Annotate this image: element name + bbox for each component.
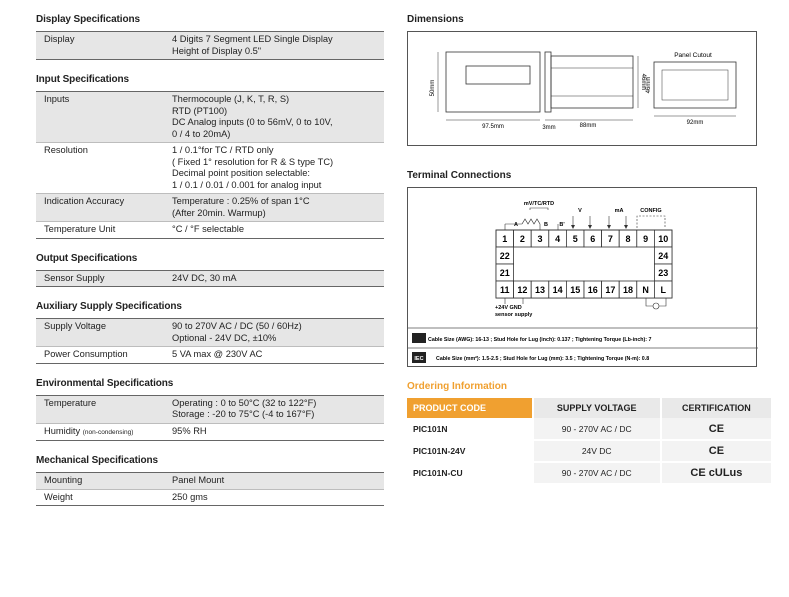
config-label: CONFIG bbox=[640, 208, 662, 214]
spec-label bbox=[36, 426, 172, 439]
spec-value-line: Height of Display 0.5" bbox=[172, 45, 262, 56]
terminal-number: L bbox=[660, 285, 666, 295]
sensor-supply-terminals: +24V GND bbox=[495, 305, 522, 311]
spec-label-text: Humidity bbox=[44, 425, 81, 436]
spec-value-line: 5 VA max @ 230V AC bbox=[172, 349, 263, 359]
spec-value-line: 1 / 0.1°for TC / RTD only bbox=[172, 145, 274, 155]
spec-label bbox=[36, 224, 172, 236]
environmental-spec-table bbox=[36, 395, 384, 442]
header-certification: CERTIFICATION bbox=[661, 398, 772, 418]
spec-row bbox=[36, 347, 384, 363]
spec-label-text: Power Consumption bbox=[44, 349, 128, 359]
spec-label bbox=[36, 398, 172, 421]
ul-logo-icon bbox=[412, 333, 426, 343]
terminal-number: 22 bbox=[499, 251, 510, 261]
spec-label-text: Mounting bbox=[44, 475, 83, 485]
dimensions-drawing bbox=[408, 32, 758, 147]
terminal-drawing bbox=[408, 188, 758, 368]
spec-label-note: (non-condensing) bbox=[82, 428, 134, 436]
input-section-title: Input Specifications bbox=[36, 74, 130, 85]
spec-label bbox=[36, 145, 172, 191]
side-depth-a-label: 3mm bbox=[542, 125, 556, 131]
spec-row bbox=[36, 473, 384, 490]
terminal-number: 10 bbox=[658, 234, 669, 244]
spec-value-line: Temperature : 0.25% of span 1°C bbox=[172, 196, 310, 206]
header-supply-voltage: SUPPLY VOLTAGE bbox=[533, 398, 661, 418]
spec-value-line: 0 / 4 to 20mA) bbox=[172, 128, 231, 139]
terminal-number: 13 bbox=[534, 285, 546, 295]
terminal-number: 15 bbox=[570, 285, 581, 295]
spec-row bbox=[36, 271, 384, 287]
config-link bbox=[637, 216, 665, 228]
dimensions-title: Dimensions bbox=[407, 14, 464, 25]
spec-value bbox=[172, 321, 384, 344]
spec-row bbox=[36, 319, 384, 347]
supply-voltage: 90 - 270V AC / DC bbox=[533, 418, 661, 440]
spec-value bbox=[172, 94, 384, 140]
spec-label bbox=[36, 34, 172, 57]
spec-label-text: Temperature bbox=[44, 397, 97, 408]
spec-value bbox=[172, 224, 384, 236]
spec-value-line: °C / °F selectable bbox=[172, 224, 245, 234]
spec-value bbox=[172, 426, 384, 439]
spec-value-line: ( Fixed 1° resolution for R & S type TC) bbox=[172, 156, 334, 167]
spec-value-line: 250 gms bbox=[172, 491, 208, 502]
table-row bbox=[407, 440, 772, 462]
terminal-number: 8 bbox=[625, 234, 631, 244]
spec-value-line: RTD (PT100) bbox=[172, 105, 228, 116]
spec-value-line: (After 20min. Warmup) bbox=[172, 207, 266, 218]
voltage-plus-arrow bbox=[571, 225, 575, 229]
spec-label bbox=[36, 273, 172, 285]
terminal-number: 14 bbox=[552, 285, 563, 295]
spec-value-line: Decimal point position selectable: bbox=[172, 168, 310, 178]
product-code: PIC101N-CU bbox=[407, 462, 533, 484]
voltage-input-label: V bbox=[578, 208, 582, 214]
spec-row bbox=[36, 143, 384, 194]
iec-badge-text: IEC bbox=[414, 356, 424, 362]
front-height-label: 50mm bbox=[430, 79, 436, 97]
auxiliary-spec-table bbox=[36, 318, 384, 364]
cutout-height-label: 46mm bbox=[646, 76, 652, 94]
spec-label-text: Display bbox=[44, 34, 75, 44]
sensor-supply-label: sensor supply bbox=[495, 312, 533, 318]
current-plus-arrow bbox=[607, 225, 611, 229]
certification: CE cULus bbox=[661, 462, 772, 484]
spec-label-text: Indication Accuracy bbox=[44, 196, 125, 206]
iec-cable-note: Cable Size (mm²): 1.5-2.5 ; Stud Hole for Lug (mm): 3.5 ; Tightening Torque (N-m): 0.8 bbox=[436, 356, 650, 362]
environmental-section-title: Environmental Specifications bbox=[36, 377, 174, 389]
terminal-number: 21 bbox=[499, 268, 510, 278]
side-height-label: 46mm bbox=[640, 73, 646, 91]
mechanical-section-title: Mechanical Specifications bbox=[36, 455, 158, 466]
table-row bbox=[407, 462, 772, 484]
spec-value-line: Thermocouple (J, K, T, R, S) bbox=[172, 94, 290, 104]
terminal-number: 7 bbox=[607, 234, 613, 244]
input-spec-table bbox=[36, 91, 384, 239]
spec-value-line: 95% RH bbox=[172, 425, 207, 436]
spec-row bbox=[36, 92, 384, 143]
spec-row bbox=[36, 32, 384, 59]
mechanical-spec-table bbox=[36, 472, 384, 506]
spec-label-text: Inputs bbox=[44, 94, 70, 104]
input-type-label: mV/TC/RTD bbox=[523, 201, 555, 207]
spec-value-line: Operating : 0 to 50°C (32 to 122°F) bbox=[172, 397, 317, 408]
terminal-number: 16 bbox=[587, 285, 598, 295]
spec-label bbox=[36, 196, 172, 219]
spec-value-line: 4 Digits 7 Segment LED Single Display bbox=[172, 34, 333, 44]
auxiliary-section-title: Auxiliary Supply Specifications bbox=[36, 301, 182, 312]
spec-row bbox=[36, 424, 384, 441]
ul-cable-note: Cable Size (AWG): 16-13 ; Stud Hole for Lug (inch): 0.137 ; Tightening Torque (Lb-inch): 7 bbox=[428, 337, 652, 343]
rtd-bracket bbox=[530, 208, 548, 210]
terminal-number: 24 bbox=[658, 251, 669, 261]
spec-value bbox=[172, 492, 384, 504]
spec-value-line: 1 / 0.1 / 0.01 / 0.001 for analog input bbox=[172, 179, 322, 190]
display-spec-table bbox=[36, 31, 384, 60]
supply-symbol-icon bbox=[653, 303, 659, 309]
spec-value bbox=[172, 398, 384, 421]
display-section-title: Display Specifications bbox=[36, 14, 140, 25]
terminal-number: 11 bbox=[500, 285, 510, 295]
terminal-number: 17 bbox=[605, 285, 616, 295]
output-spec-table bbox=[36, 270, 384, 288]
spec-value-line: Panel Mount bbox=[172, 475, 225, 485]
cutout-width-label: 92mm bbox=[686, 120, 704, 126]
spec-label-text: Sensor Supply bbox=[44, 272, 105, 283]
front-width-label: 97.5mm bbox=[482, 124, 504, 130]
ordering-title: Ordering Information bbox=[407, 381, 507, 392]
spec-row bbox=[36, 222, 384, 238]
spec-value bbox=[172, 475, 384, 487]
rtd-resistor bbox=[522, 219, 540, 224]
product-code: PIC101N bbox=[407, 418, 533, 440]
spec-row bbox=[36, 396, 384, 424]
spec-value bbox=[172, 273, 384, 285]
certification: CE bbox=[661, 418, 772, 440]
terminal-number: 1 bbox=[502, 234, 508, 244]
supply-voltage: 24V DC bbox=[533, 440, 661, 462]
product-code: PIC101N-24V bbox=[407, 440, 533, 462]
certification: CE bbox=[661, 440, 772, 462]
terminal-number: 23 bbox=[658, 268, 669, 278]
spec-value-line: DC Analog inputs (0 to 56mV, 0 to 10V, bbox=[172, 117, 333, 127]
spec-label-text: Weight bbox=[44, 491, 73, 502]
terminal-number: 3 bbox=[537, 234, 543, 244]
spec-value bbox=[172, 349, 384, 361]
spec-label bbox=[36, 94, 172, 140]
header-product-code: PRODUCT CODE bbox=[407, 398, 533, 418]
specifications-column bbox=[36, 14, 384, 520]
terminal-number: 18 bbox=[622, 285, 634, 295]
terminal-number: N bbox=[642, 285, 649, 295]
spec-value-line: Optional - 24V DC, ±10% bbox=[172, 332, 277, 343]
rtd-b2-label: B' bbox=[559, 222, 565, 228]
terminal-diagram bbox=[407, 187, 757, 367]
diagrams-column bbox=[407, 14, 775, 485]
rtd-b-label: B bbox=[544, 222, 548, 228]
dimensions-diagram bbox=[407, 31, 757, 146]
terminal-number: 6 bbox=[590, 234, 596, 244]
terminal-number: 12 bbox=[517, 285, 528, 295]
spec-label bbox=[36, 321, 172, 344]
rtd-a-label: A bbox=[514, 222, 518, 228]
output-section-title: Output Specifications bbox=[36, 252, 138, 264]
spec-value-line: Storage : -20 to 75°C (-4 to 167°F) bbox=[172, 409, 315, 419]
table-row bbox=[407, 418, 772, 440]
spec-value-line: 24V DC, 30 mA bbox=[172, 272, 237, 283]
spec-value bbox=[172, 196, 384, 219]
spec-row bbox=[36, 194, 384, 222]
spec-label bbox=[36, 475, 172, 487]
spec-label-text: Supply Voltage bbox=[44, 321, 107, 331]
current-minus-arrow bbox=[624, 225, 628, 229]
spec-row bbox=[36, 490, 384, 506]
spec-value bbox=[172, 145, 384, 191]
supply-voltage: 90 - 270V AC / DC bbox=[533, 462, 661, 484]
spec-label-text: Resolution bbox=[44, 145, 88, 155]
ordering-table bbox=[407, 398, 773, 485]
terminal-title: Terminal Connections bbox=[407, 170, 512, 181]
terminal-number: 4 bbox=[555, 234, 561, 244]
spec-label bbox=[36, 349, 172, 361]
panel-cutout-label: Panel Cutout bbox=[674, 52, 712, 59]
spec-label-text: Temperature Unit bbox=[44, 224, 116, 234]
voltage-minus-arrow bbox=[588, 225, 592, 229]
spec-value bbox=[172, 34, 384, 57]
terminal-number: 2 bbox=[519, 234, 525, 244]
terminal-number: 5 bbox=[572, 234, 578, 244]
spec-label bbox=[36, 492, 172, 504]
side-depth-b-label: 88mm bbox=[579, 123, 597, 129]
spec-value-line: 90 to 270V AC / DC (50 / 60Hz) bbox=[172, 321, 302, 331]
current-input-label: mA bbox=[614, 208, 624, 214]
terminal-number: 9 bbox=[643, 234, 649, 244]
